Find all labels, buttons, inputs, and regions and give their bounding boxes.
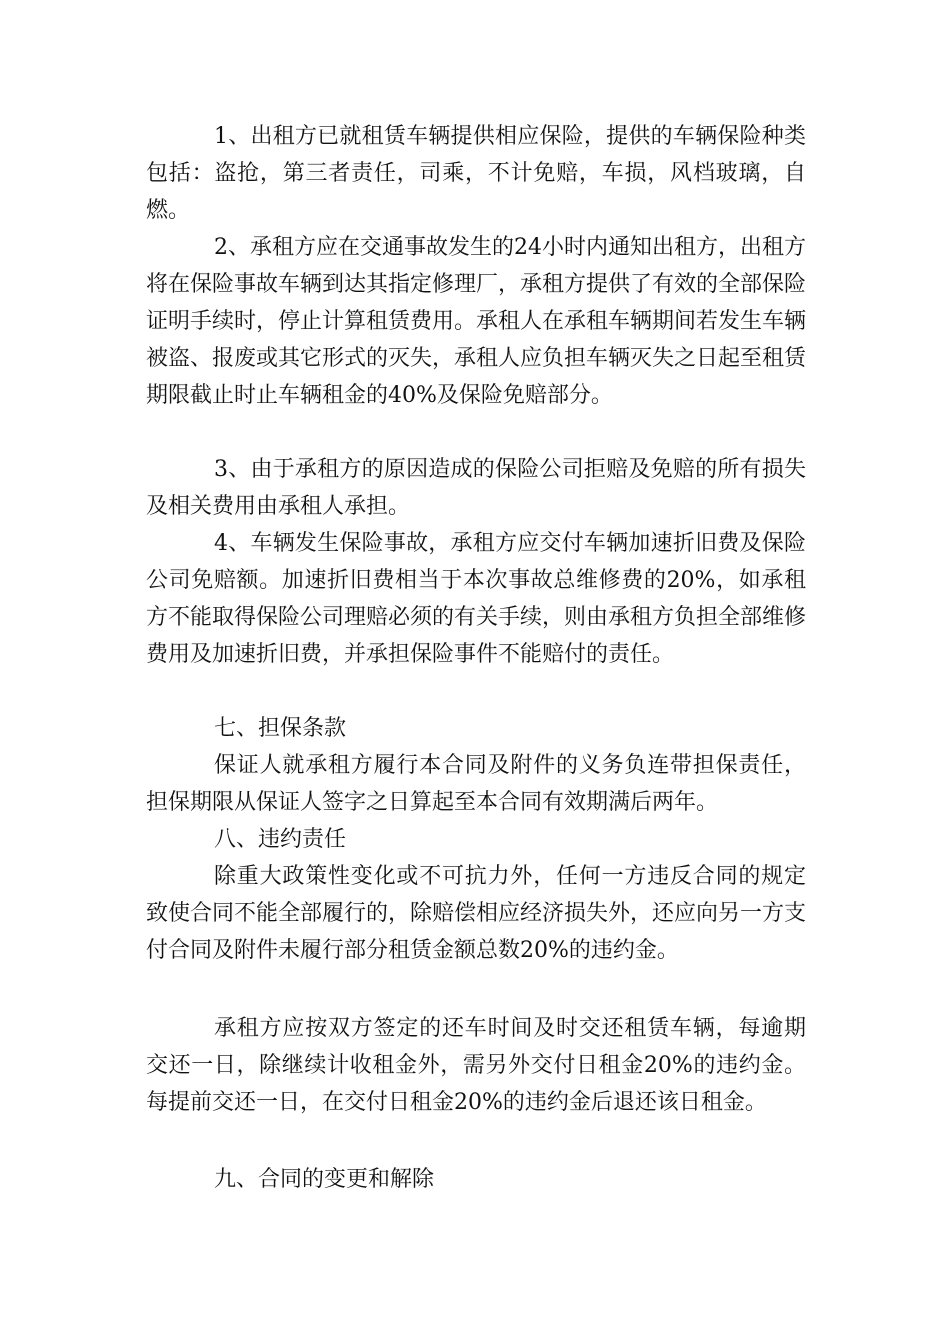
paragraph-insurance-4: 4、车辆发生保险事故，承租方应交付车辆加速折旧费及保险公司免赔额。加速折旧费相当于本次事故总维修费的20%，如承租方不能取得保险公司理赔必须的有关手续，则由承租方负担全部维修费用及加速折旧费，并承担保险事件不能赔付的责任。: [146, 531, 807, 667]
paragraph-guarantee: 保证人就承租方履行本合同及附件的义务负连带担保责任，担保期限从保证人签字之日算起至本合同有效期满后两年。: [146, 753, 806, 815]
section-heading-guarantee: 七、担保条款: [214, 716, 347, 741]
paragraph-insurance-2: 2、承租方应在交通事故发生的24小时内通知出租方，出租方将在保险事故车辆到达其指定修理厂，承租方提供了有效的全部保险证明手续时，停止计算租赁费用。承租人在承租车辆期间若发生车辆被盗、报废或其它形式的灭失，承租人应负担车辆灭失之日起至租赁期限截止时止车辆租金的40%及保险免赔部分。: [146, 235, 807, 408]
paragraph-insurance-3: 3、由于承租方的原因造成的保险公司拒赔及免赔的所有损失及相关费用由承租人承担。: [146, 457, 806, 519]
section-heading-breach: 八、违约责任: [214, 827, 347, 852]
paragraph-breach-2: 承租方应按双方签定的还车时间及时交还租赁车辆，每逾期交还一日，除继续计收租金外，需另外交付日租金20%的违约金。每提前交还一日，在交付日租金20%的违约金后退还该日租金。: [146, 1016, 806, 1115]
paragraph-breach-1: 除重大政策性变化或不可抗力外，任何一方违反合同的规定致使合同不能全部履行的，除赔偿相应经济损失外，还应向另一方支付合同及附件未履行部分租赁金额总数20%的违约金。: [146, 864, 807, 963]
section-heading-change-termination: 九、合同的变更和解除: [214, 1167, 435, 1192]
paragraph-insurance-1: 1、出租方已就租赁车辆提供相应保险，提供的车辆保险种类包括：盗抢，第三者责任，司乘，不计免赔，车损，风档玻璃，自燃。: [146, 124, 806, 223]
